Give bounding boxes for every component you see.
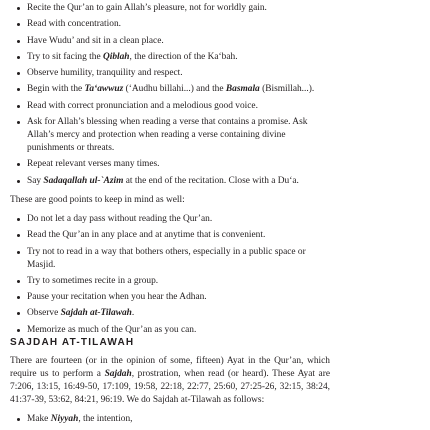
list-item: Say Sadaqallah ul-`Azim at the end of the recitation. Close with a Du‘a. (10, 175, 330, 188)
sajdah-steps-list (10, 413, 330, 426)
list-item: Try not to read in a way that bothers others, especially in a public space or Masjid. (10, 246, 330, 272)
list-item: Try to sometimes recite in a group. (10, 275, 330, 288)
list-item: Observe Sajdah at-Tilawah. (10, 307, 330, 320)
list-item: Pause your recitation when you hear the Adhan. (10, 291, 330, 304)
list-item: Memorize as much of the Qur’an as you can. (10, 324, 330, 337)
list-item: Read the Qur’an in any place and at anytime that is convenient. (10, 229, 330, 242)
list-item: Observe humility, tranquility and respect. (10, 67, 330, 80)
list-item: Read with concentration. (10, 18, 330, 31)
list-item: Repeat relevant verses many times. (10, 158, 330, 171)
recitation-etiquette-list (10, 2, 330, 191)
term-niyyah: Niyyah (50, 414, 79, 424)
list-item: Make Niyyah, the intention, (10, 413, 330, 426)
term-sajdah: Sajdah (104, 369, 132, 379)
section-heading: SAJDAH AT-TILAWAH (10, 337, 135, 348)
list-item: Do not let a day pass without reading the Qur’an. (10, 213, 330, 226)
list-item: Ask for Allah’s blessing when reading a verse that contains a promise. Ask Allah’s mercy and protection when reading a verse containing divine punishments or threats. (10, 116, 330, 155)
intro-paragraph: These are good points to keep in mind as well: (10, 195, 185, 205)
term-sajdah-at-tilawah: Sajdah at-Tilawah (60, 308, 132, 319)
term-basmala: Basmala (225, 84, 260, 95)
term-taawwuz: Ta‘awwuz (84, 84, 124, 95)
list-item: Recite the Qur’an to gain Allah’s pleasure, not for worldly gain. (10, 2, 330, 15)
sajdah-paragraph: There are fourteen (or in the opinion of some, fifteen) Ayat in the Qur’an, which require us to perform a Sajdah, prostration, when read (or heard). These Ayat are 7:206, 13:15, 16:49-50, 17:109, 19:58, 22:18, 22:77, 25:60, 27:25-26, 32:15, 38:24, 41:37-39, 53:62, 84:21, 96:19. We do Sajdah at-Tilawah as follows: (10, 356, 331, 405)
list-item: Try to sit facing the Qiblah, the direction of the Ka‘bah. (10, 51, 330, 64)
term-qiblah: Qiblah (102, 51, 130, 62)
term-sadaqallah: Sadaqallah ul-`Azim (43, 175, 124, 186)
list-item: Begin with the Ta‘awwuz (‘Audhu billahi...) and the Basmala (Bismillah...). (10, 83, 330, 96)
list-item: Have Wudu’ and sit in a clean place. (10, 35, 330, 48)
good-points-list (10, 213, 330, 340)
list-item: Read with correct pronunciation and a melodious good voice. (10, 100, 330, 113)
